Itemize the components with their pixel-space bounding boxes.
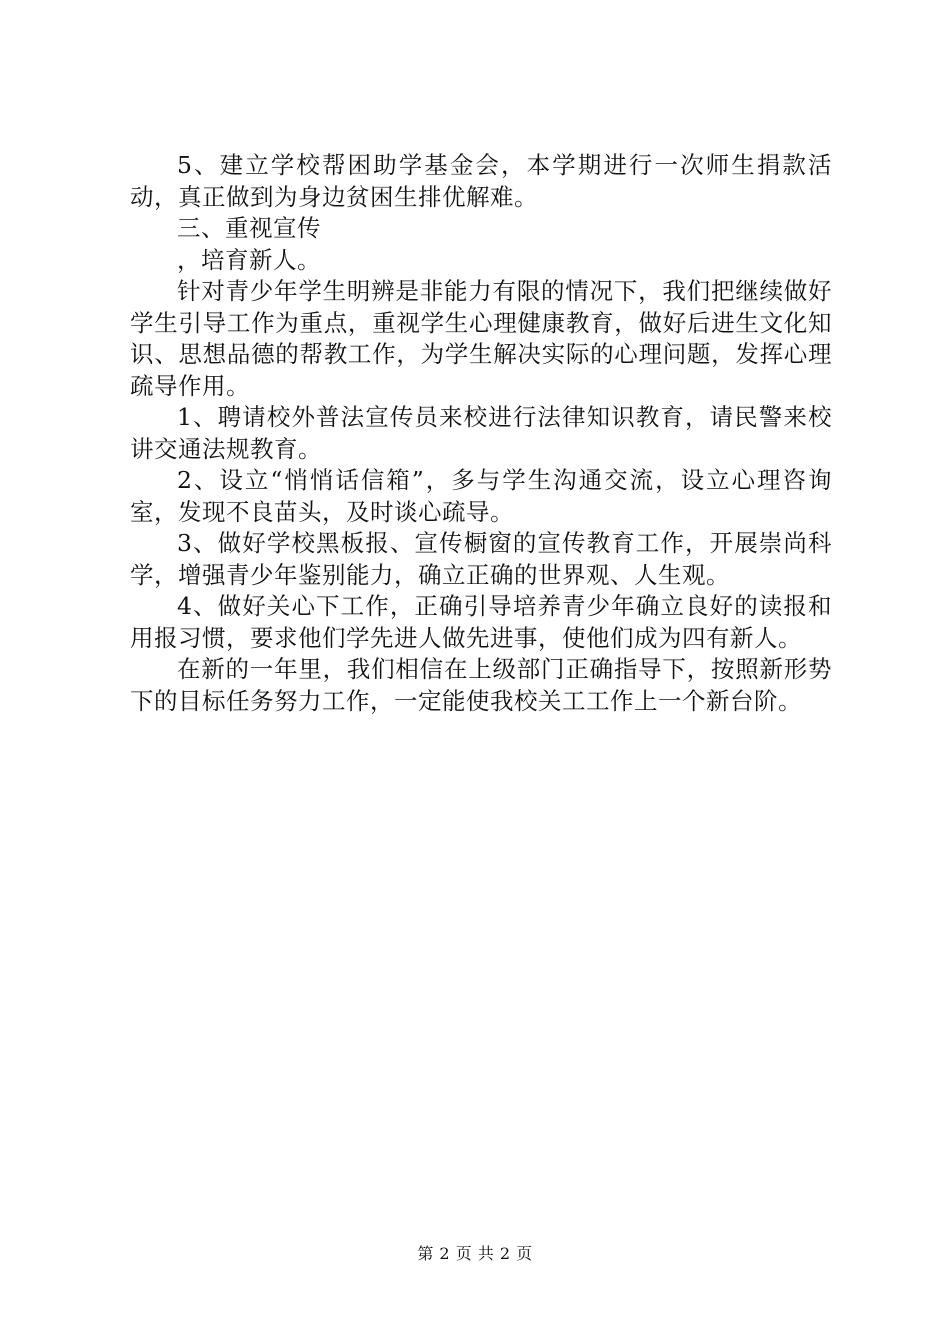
- paragraph-fund: 5、建立学校帮困助学基金会，本学期进行一次师生捐款活动，真正做到为身边贫困生排优解难。: [130, 151, 832, 211]
- section-heading-continuation: ，培育新人。: [177, 245, 321, 274]
- paragraph-conclusion: 在新的一年里，我们相信在上级部门正确指导下，按照新形势下的目标任务努力工作，一定能使我校关工工作上一个新台阶。: [130, 655, 832, 715]
- section-heading-publicity: 三、重视宣传: [177, 214, 321, 242]
- paragraph-guidance: 针对青少年学生明辨是非能力有限的情况下，我们把继续做好学生引导工作为重点，重视学生心理健康教育，做好后进生文化知识、思想品德的帮教工作，为学生解决实际的心理问题，发挥心理疏导作用。: [130, 277, 832, 400]
- paragraph-item-3: 3、做好学校黑板报、宣传橱窗的宣传教育工作，开展崇尚科学，增强青少年鉴别能力，确立正确的世界观、人生观。: [130, 529, 832, 589]
- document-body: [130, 150, 832, 717]
- page-number-footer: 第 2 页 共 2 页: [417, 1244, 533, 1263]
- paragraph-item-1: 1、聘请校外普法宣传员来校进行法律知识教育，请民警来校讲交通法规教育。: [130, 403, 832, 463]
- paragraph-item-2: 2、设立“悄悄话信箱”，多与学生沟通交流，设立心理咨询室，发现不良苗头，及时谈心疏导。: [130, 466, 832, 526]
- paragraph-item-4: 4、做好关心下工作，正确引导培养青少年确立良好的读报和用报习惯，要求他们学先进人做先进事，使他们成为四有新人。: [130, 592, 832, 652]
